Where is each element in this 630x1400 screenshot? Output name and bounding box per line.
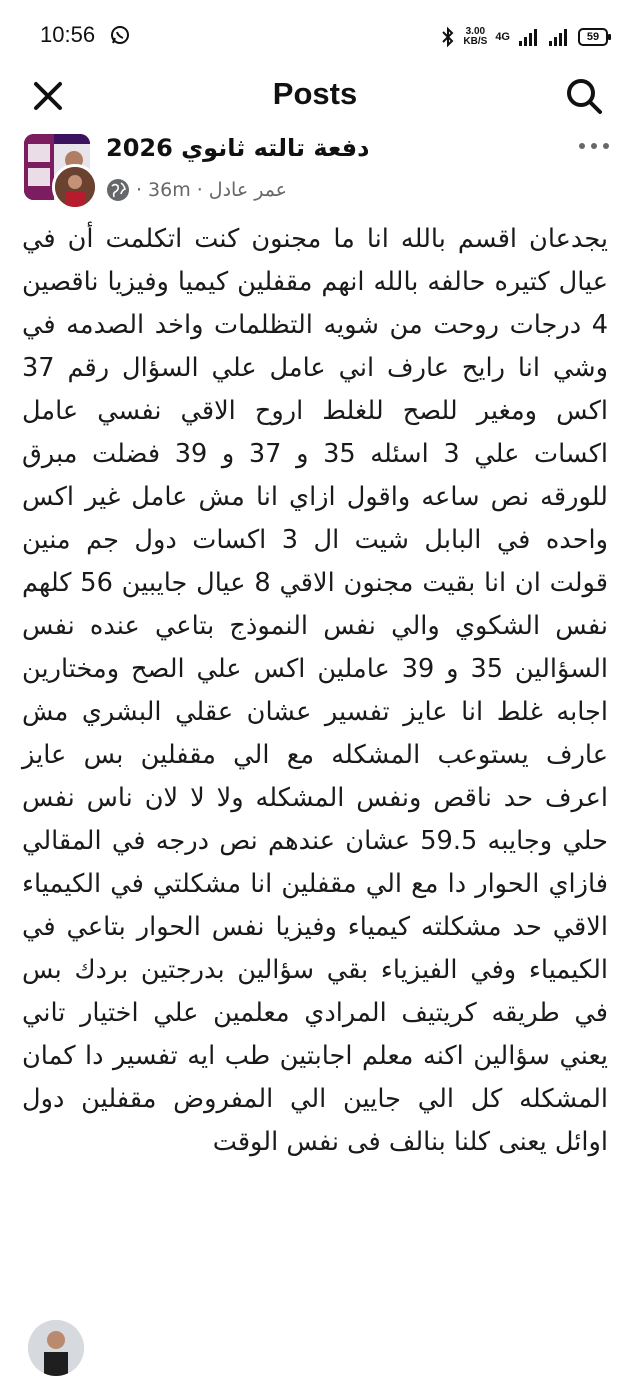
more-options-icon[interactable] (576, 134, 612, 158)
post-time[interactable]: 36m (148, 179, 191, 201)
post-header (0, 128, 630, 208)
whatsapp-icon (110, 25, 130, 45)
status-time: 10:56 (40, 22, 96, 47)
status-bar (0, 0, 630, 72)
net-speed (463, 27, 487, 47)
post-body-text: يجدعان اقسم بالله انا ما مجنون كنت اتكلمت أن في عيال كتيره حالفه بالله انهم مقفلين كيميا وفيزيا ناقصين 4 درجات روحت من شويه التظلمات واخد الصدمه في وشي انا رايح عارف اني عامل علي السؤال رقم 37 اكس ومغير للصح للغلط اروح الاقي نفسي عامل اكسات علي 3 اسئله 35 و 37 و 39 فضلت مبرق للورقه نص ساعه واقول ازاي انا مش عامل غير اكس واحده في البابل شيت ال 3 اكسات دول جم منين قولت ان انا بقيت مجنون الاقي 8 عيال جايبين 56 كلهم نفس الشكوي والي نفس النموذج بتاعي عنده نفس السؤالين 35 و 39 عاملين اكس علي الصح ومختارين اجابه غلط انا عايز تفسير عشان عقلي البشري مش عارف يستوعب المشكله مع الي مقفلين بس عايز اعرف حد ناقص ونفس المشكله ولا لا لان ناس نفس حلي وجايبه 59.5 عشان عندهم نص درجه في المقالي فازاي الحوار دا مع الي مقفلين انا مشكلتي في الكيمياء الاقي حد مشكلته كيمياء وفيزيا نفس الحوار بتاعي في الكيمياء وفي الفيزياء بقي سؤالين بدرجتين بردك بس في طريقه كريتيف المرادي معلمين علي اختيار تاني يعني سؤالين اكنه معلم اجابتين طب ايه تفسير دا كمان المشكله كل الي جايين الي المفروض مقفلين دول اوائل يعنى كلنا بنالف فى نفس الوقت (22, 224, 609, 1157)
bluetooth-icon (441, 26, 455, 48)
author-name[interactable]: عمر عادل (208, 179, 288, 201)
network-type: 4G (495, 31, 510, 43)
member-avatar[interactable] (52, 164, 98, 210)
signal-icon (518, 27, 540, 47)
meta-separator-1: · (136, 179, 143, 201)
signal-icon-2 (548, 27, 570, 47)
page-title: Posts (272, 76, 358, 111)
group-name[interactable]: دفعة تالته ثانوي 2026 (106, 134, 370, 162)
search-icon[interactable] (564, 76, 604, 116)
net-speed-unit: KB/S (463, 36, 488, 47)
status-indicators (441, 24, 608, 50)
top-bar (0, 72, 630, 122)
meta-separator-2: · (196, 179, 203, 201)
commenter-avatar[interactable] (28, 1320, 84, 1376)
battery-icon: 59 (578, 28, 608, 46)
post-meta (106, 178, 287, 202)
net-speed-value: 3.00 (465, 26, 486, 37)
commenter-avatar-image (28, 1320, 84, 1376)
globe-icon (106, 178, 130, 202)
member-avatar-image (55, 167, 95, 207)
